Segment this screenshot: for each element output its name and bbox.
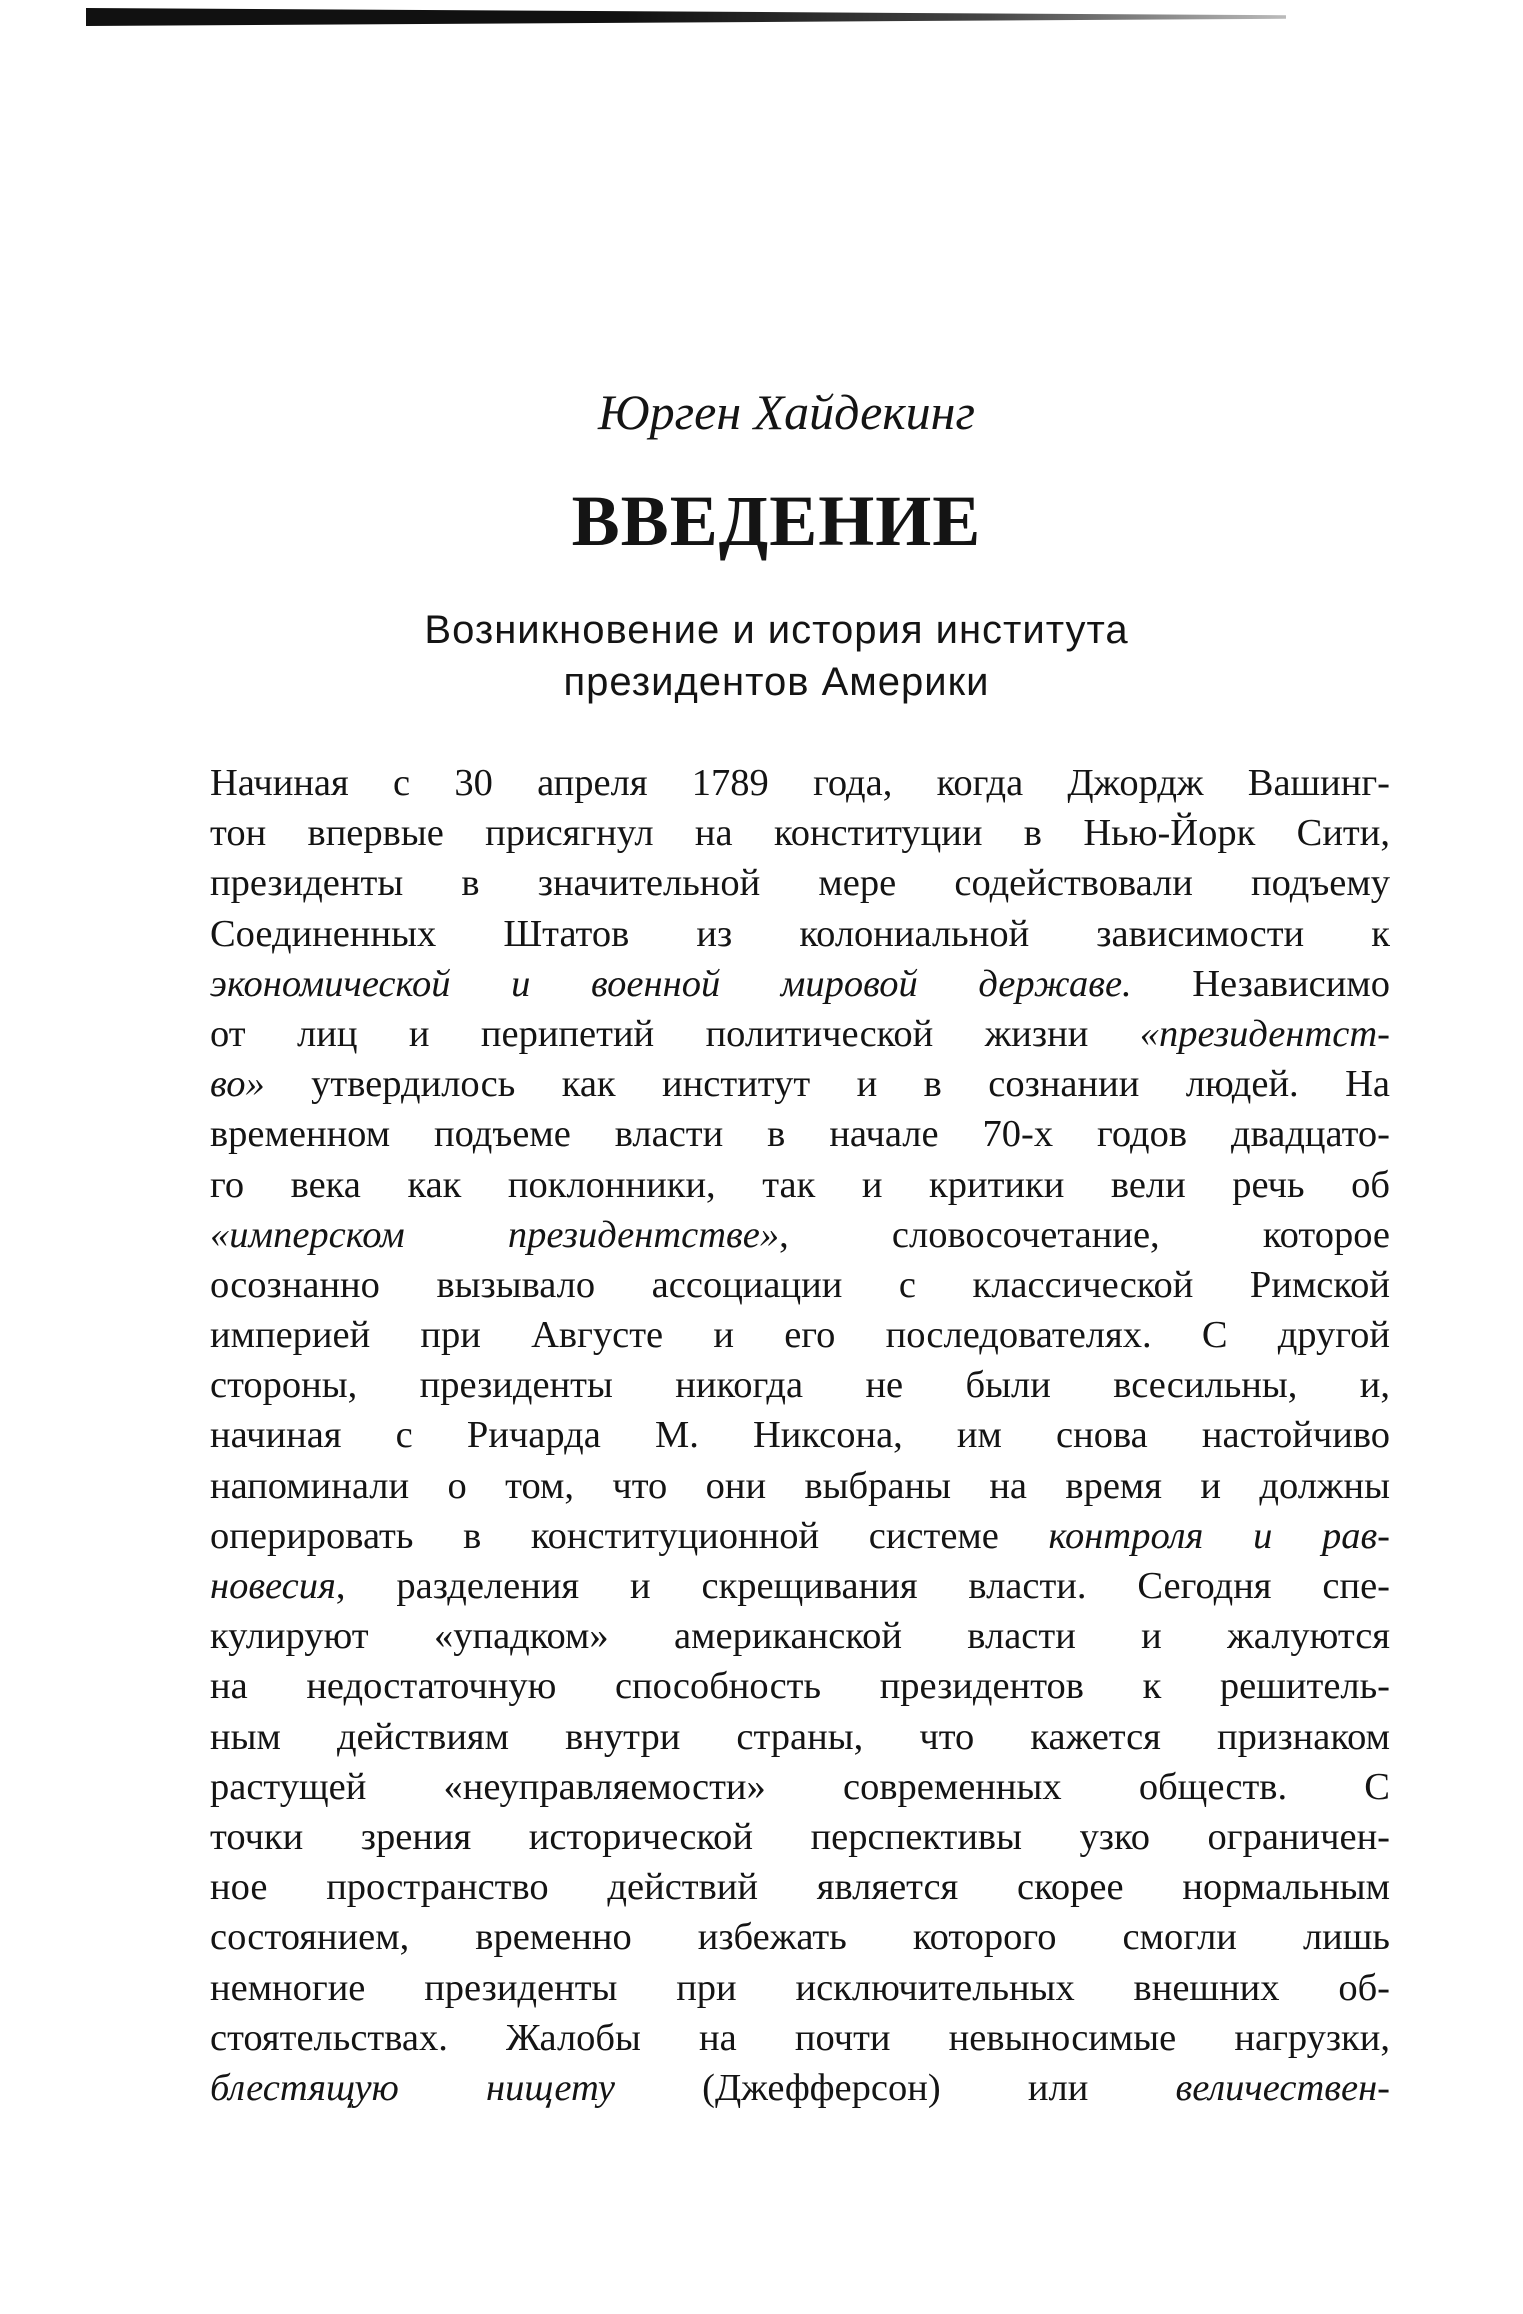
body-line: [210, 1862, 1390, 1912]
body-text-segment: го века как поклонники, так и критики вели речь об: [210, 1163, 1390, 1206]
body-line: [210, 959, 1390, 1009]
body-line: [210, 1360, 1390, 1410]
italic-text: «президентст-: [1139, 1012, 1390, 1055]
body-text-segment: (Джефферсон) или: [614, 2066, 1176, 2109]
body-line: [210, 1912, 1390, 1962]
italic-text: новесия: [210, 1565, 336, 1607]
body-text-segment: утвердилось как институт и в сознании людей. На: [264, 1063, 1390, 1106]
body-line: [210, 1611, 1390, 1661]
italic-text: контроля и рав-: [1048, 1514, 1390, 1557]
body-line: [210, 1260, 1390, 1310]
body-text-segment: точки зрения исторической перспективы узко ограничен-: [210, 1815, 1390, 1858]
body-text-segment: начиная с Ричарда М. Никсона, им снова настойчиво: [210, 1414, 1390, 1457]
body-text-segment: империей при Августе и его последователях. С другой: [210, 1314, 1390, 1357]
body-text-segment: от лиц и перипетий политической жизни: [210, 1012, 1140, 1055]
body-text-segment: Начиная с 30 апреля 1789 года, когда Джордж Вашинг-: [210, 762, 1390, 804]
body-line: [210, 1762, 1390, 1812]
body-text-segment: , словосочетание, которое: [779, 1213, 1390, 1256]
body-line: [210, 1963, 1390, 2013]
body-line: [210, 1009, 1390, 1059]
body-text-segment: ным действиям внутри страны, что кажется признаком: [210, 1715, 1390, 1758]
body-text-segment: на недостаточную способность президентов к решитель-: [210, 1665, 1390, 1708]
body-line: [210, 1160, 1390, 1210]
body-line: [210, 2013, 1390, 2063]
body-text-segment: кулируют «упадком» американской власти и жалуются: [210, 1615, 1390, 1658]
body-text-segment: состоянием, временно избежать которого смогли лишь: [210, 1916, 1390, 1959]
body-text-segment: временном подъеме власти в начале 70-х годов двадцато-: [210, 1113, 1390, 1156]
chapter-subtitle: [0, 604, 1523, 708]
body-line: [210, 858, 1390, 908]
body-line: [210, 909, 1390, 959]
body-text-segment: ное пространство действий является скорее нормальным: [210, 1866, 1390, 1909]
body-text-segment: напоминали о том, что они выбраны на время и должны: [210, 1464, 1390, 1507]
body-line: [210, 1812, 1390, 1862]
author-name: Юрген Хайдекинг: [598, 384, 975, 440]
body-text-segment: оперировать в конституционной системе: [210, 1514, 1049, 1557]
body-text-segment: стоятельствах. Жалобы на почти невыносимые нагрузки,: [210, 2016, 1390, 2059]
body-text-segment: немногие президенты при исключительных внешних об-: [210, 1966, 1390, 2009]
italic-text: во»: [210, 1063, 265, 1106]
italic-text: величествен-: [1175, 2066, 1390, 2109]
body-text-segment: Соединенных Штатов из колониальной зависимости к: [210, 912, 1390, 955]
body-line: [210, 1511, 1390, 1561]
body-line: [210, 1109, 1390, 1159]
body-text-segment: тон впервые присягнул на конституции в Нью-Йорк Сити,: [210, 812, 1390, 855]
body-line: [210, 1310, 1390, 1360]
subtitle-line: президентов Америки: [563, 660, 990, 704]
body-line: [210, 1461, 1390, 1511]
body-paragraph: [210, 758, 1390, 2113]
chapter-title: ВВЕДЕНИЕ: [571, 481, 982, 561]
body-line: [210, 1210, 1390, 1260]
italic-text: «имперском президентстве»: [210, 1213, 780, 1256]
italic-text: экономической и военной мировой державе.: [210, 962, 1132, 1005]
body-line: [210, 1712, 1390, 1762]
body-line: [210, 1059, 1390, 1109]
body-line: [210, 758, 1390, 808]
body-line: [210, 1661, 1390, 1711]
body-text-segment: , разделения и скрещивания власти. Сегодня спе-: [335, 1565, 1390, 1607]
scan-edge-bar: [86, 8, 1286, 26]
italic-text: блестящую нищету: [210, 2066, 615, 2109]
body-text-segment: стороны, президенты никогда не были всесильны, и,: [210, 1364, 1390, 1407]
body-text-segment: президенты в значительной мере содействовали подъему: [210, 862, 1390, 905]
body-text-segment: осознанно вызывало ассоциации с классической Римской: [210, 1263, 1390, 1306]
body-line: [210, 808, 1390, 858]
body-text-segment: Независимо: [1131, 962, 1390, 1005]
body-line: [210, 1410, 1390, 1460]
body-line: [210, 1561, 1390, 1611]
body-line: [210, 2063, 1390, 2113]
subtitle-line: Возникновение и история института: [424, 608, 1129, 652]
body-text-segment: растущей «неуправляемости» современных обществ. С: [210, 1765, 1390, 1808]
